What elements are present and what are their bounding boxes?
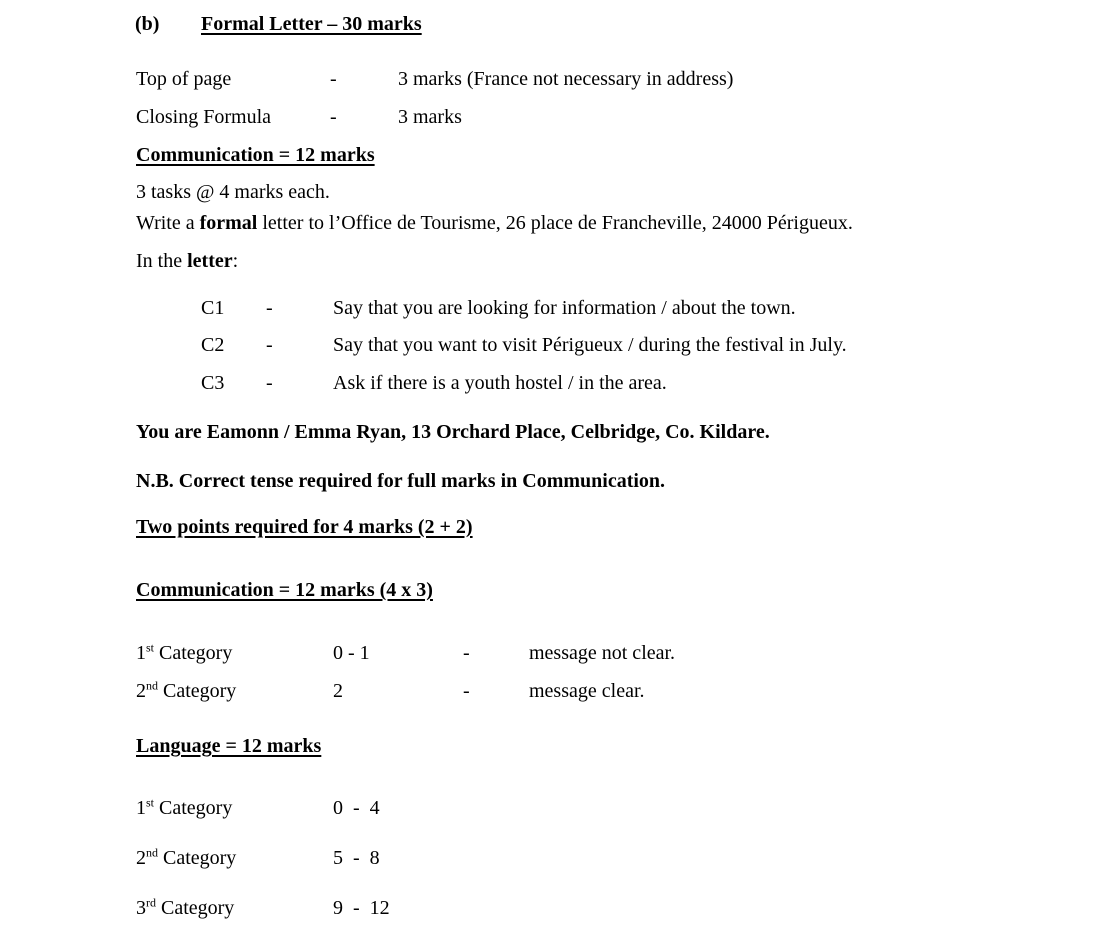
task-dash: - (266, 334, 273, 356)
comm-category-range: 2 (333, 680, 343, 702)
category-suffix: nd (146, 678, 158, 693)
task-text: Say that you are looking for information / about the town. (333, 297, 796, 319)
task-text: Ask if there is a youth hostel / in the area. (333, 372, 667, 394)
comm-category-dash: - (463, 680, 470, 702)
write-instruction (136, 213, 853, 233)
category-word: Category (154, 797, 233, 819)
category-num: 2 (136, 847, 146, 869)
category-suffix: st (146, 795, 155, 810)
language-heading: Language = 12 marks (136, 735, 322, 757)
category-word: Category (154, 642, 233, 664)
lang-category-range: 9 - 12 (333, 897, 390, 919)
comm-category-desc: message not clear. (529, 642, 676, 664)
marks-item: Top of page (136, 68, 232, 90)
task-code: C2 (201, 334, 225, 356)
marks-item: Closing Formula (136, 106, 272, 128)
category-word: Category (158, 847, 237, 869)
category-num: 2 (136, 680, 146, 702)
lang-category-label (136, 895, 235, 919)
comm-category-dash: - (463, 642, 470, 664)
task-dash: - (266, 372, 273, 394)
two-points-heading: Two points required for 4 marks (2 + 2) (136, 516, 473, 538)
lang-category-range: 5 - 8 (333, 847, 380, 869)
comm-category-label (136, 678, 237, 702)
in-the-prefix: In the (136, 250, 188, 272)
category-num: 1 (136, 642, 146, 664)
task-text: Say that you want to visit Périgueux / during the festival in July. (333, 334, 847, 356)
section-label: (b) (135, 13, 160, 35)
marks-dash: - (330, 106, 337, 128)
comm-scale-heading: Communication = 12 marks (4 x 3) (136, 579, 433, 601)
category-suffix: st (146, 640, 155, 655)
write-prefix: Write a (136, 212, 200, 234)
lang-category-label (136, 795, 233, 819)
category-num: 1 (136, 797, 146, 819)
identity-line: You are Eamonn / Emma Ryan, 13 Orchard Place, Celbridge, Co. Kildare. (136, 421, 770, 443)
tasks-line: 3 tasks @ 4 marks each. (136, 181, 330, 203)
category-num: 3 (136, 897, 146, 919)
write-suffix: letter to l’Office de Tourisme, 26 place de Francheville, 24000 Périgueux. (257, 212, 853, 234)
category-word: Category (158, 680, 237, 702)
task-code: C1 (201, 297, 225, 319)
task-code: C3 (201, 372, 225, 394)
nb-line: N.B. Correct tense required for full marks in Communication. (136, 470, 666, 492)
lang-category-label (136, 845, 237, 869)
in-the-suffix: : (232, 250, 239, 272)
marks-dash: - (330, 68, 337, 90)
marks-value: 3 marks (398, 106, 462, 128)
comm-category-desc: message clear. (529, 680, 645, 702)
comm-category-label (136, 640, 233, 664)
comm-category-range: 0 - 1 (333, 642, 370, 664)
task-dash: - (266, 297, 273, 319)
category-suffix: nd (146, 845, 158, 860)
write-bold: formal (199, 212, 258, 234)
in-the-bold: letter (187, 250, 233, 272)
communication-heading: Communication = 12 marks (136, 144, 375, 166)
category-suffix: rd (146, 895, 156, 910)
category-word: Category (156, 897, 235, 919)
lang-category-range: 0 - 4 (333, 797, 380, 819)
section-title: Formal Letter – 30 marks (201, 13, 422, 35)
in-the-letter (136, 251, 238, 271)
marks-value: 3 marks (France not necessary in address) (398, 68, 734, 90)
